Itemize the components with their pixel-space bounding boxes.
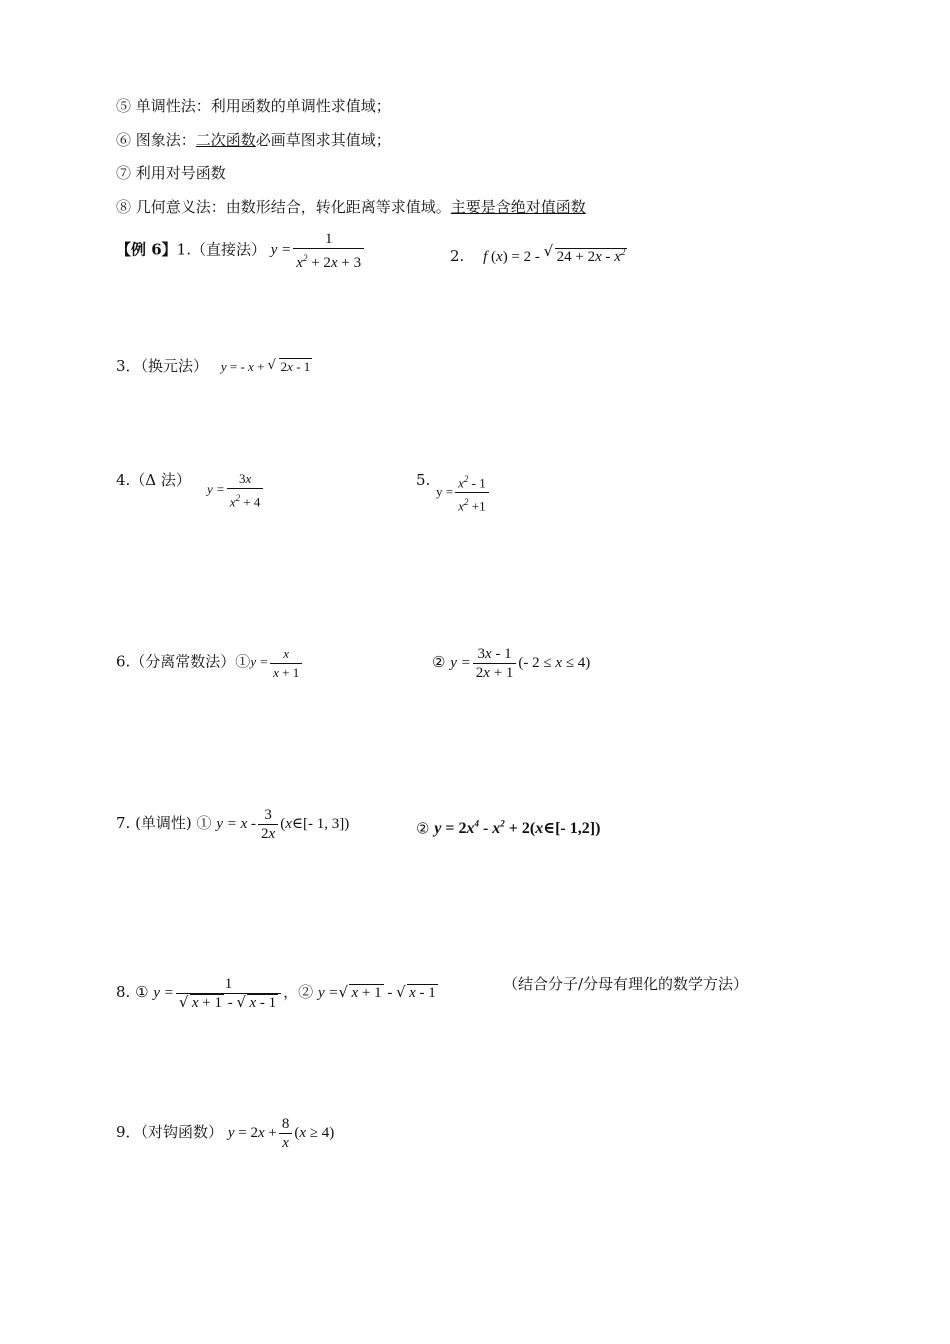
method-5 [116, 96, 391, 116]
method-8-prefix: ⑧ 几何意义法：由数形结合，转化距离等求值域。 [116, 198, 451, 216]
problem-1-formula: y = $\frac{1}{x^2 + 2x + 3}$ [271, 242, 366, 258]
problem-2-label: 2. [450, 247, 465, 265]
problem-8b-formula: y =√ x + 1 - √ x - 1 [318, 985, 438, 1001]
problem-1-label: 1.（直接法） [176, 240, 266, 259]
problem-4-label: 4.（Δ 法） [116, 471, 191, 489]
problem-8-note [503, 974, 748, 994]
example-tag: 【例 6】 [116, 240, 177, 259]
problem-7a-formula: y = x - $\frac{3}{2x}$ (x∈[- 1, 3]) [216, 807, 350, 842]
method-5-text: ⑤ 单调性法：利用函数的单调性求值域； [116, 97, 391, 115]
problem-5-label: 5. [416, 471, 431, 489]
problem-3-label: 3．（换元法） [116, 357, 209, 375]
problem-6-label: 6.（分离常数法）① [116, 652, 251, 671]
problem-8b-label: ，② [283, 982, 314, 1001]
method-6-prefix: ⑥ 图象法： [116, 131, 196, 149]
problem-6b-label: ② [432, 652, 446, 671]
method-8-underlined: 主要是含绝对值函数 [450, 198, 586, 216]
problem-1 [116, 230, 366, 272]
problem-4-label-row [116, 470, 191, 490]
method-6-suffix: 必画草图求其值域； [255, 131, 391, 149]
problem-7 [116, 806, 349, 843]
problem-7b-formula: $y = 2x^4 - x^2$ + 2(x∈[- 1,2]) [434, 819, 601, 838]
method-7 [116, 163, 226, 183]
method-8 [116, 197, 586, 217]
problem-5-formula: y = $\frac{x^2 - 1}{x^2 +1}$ [436, 470, 491, 516]
problem-6b [432, 645, 590, 682]
problem-2-formula: f (x) = 2 - √ $24 + 2x - x^2$ [483, 249, 627, 265]
problem-6 [116, 645, 304, 682]
problem-7b-label: ② [416, 819, 430, 838]
problem-2 [450, 242, 627, 267]
problem-6a-formula: y = $\frac{x}{x + 1}$ [250, 654, 304, 669]
problem-4-formula: y = $\frac{3x}{x^2 + 4}$ [207, 470, 265, 511]
problem-3-formula: y = - x + √ 2x - 1 [221, 359, 312, 374]
method-7-text: ⑦ 利用对号函数 [116, 164, 226, 182]
method-6-underlined: 二次函数 [195, 131, 256, 149]
problem-3 [116, 356, 312, 377]
problem-8-label: 8. ① [116, 982, 149, 1001]
problem-8-note-text: （结合分子/分母有理化的数学方法） [503, 975, 749, 993]
problem-6b-formula: y = $\frac{3x - 1}{2x + 1}$ (- 2 ≤ x ≤ 4) [450, 646, 591, 681]
problem-7b [416, 814, 600, 839]
problem-9-formula: y = 2x + $\frac{8}{x}$ (x ≥ 4) [227, 1116, 335, 1151]
problem-9 [116, 1115, 334, 1152]
problem-7-label: 7. (单调性) ① [116, 813, 212, 832]
problem-8 [116, 975, 438, 1012]
method-6 [116, 130, 391, 150]
problem-9-label: 9．（对钩函数） [116, 1122, 224, 1141]
problem-5-label-row [416, 470, 430, 490]
problem-8a-formula: y = 1 √ x + 1 - √ x - 1 [153, 985, 283, 1001]
